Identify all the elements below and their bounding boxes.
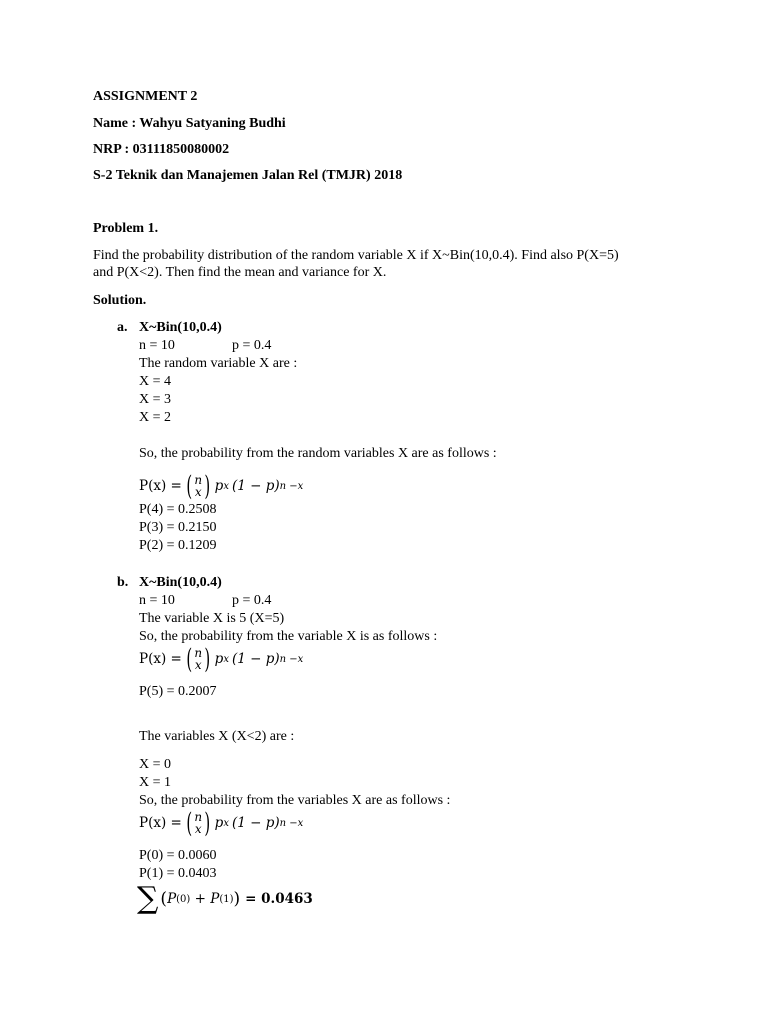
binomial-formula [139,643,303,675]
part-b-result: P(1) = 0.0403 [139,866,217,881]
formula-exp-x: x [223,480,229,492]
student-nrp: NRP : 03111850080002 [93,142,230,157]
part-a-value: X = 2 [139,410,172,425]
part-a-result: P(3) = 0.2150 [139,520,217,535]
part-a-intro: The random variable X are : [139,356,298,371]
part-b-result: P(0) = 0.0060 [139,848,217,863]
binom-top: n [194,473,203,487]
part-b-result-5: P(5) = 0.2007 [139,684,217,699]
binomial-formula [139,807,303,839]
part-a-result: P(4) = 0.2508 [139,502,217,517]
formula-exp-n-minus-x: n −x [279,480,304,492]
part-a-marker: a. [117,320,128,335]
formula-exp-x: x [223,817,229,829]
assignment-title: ASSIGNMENT 2 [93,89,198,104]
formula-exp-x: x [223,653,229,665]
sum-close-paren: ) [233,888,241,909]
formula-one-minus-p: (1 − p) [231,650,280,667]
sigma-icon: ∑ [137,881,159,916]
binom-bottom: x [194,485,202,499]
formula-p: p [214,650,224,667]
problem-text-line2: and P(X<2). Then find the mean and variance for X. [93,265,387,280]
binom-bottom: x [194,822,202,836]
sum-formula [137,883,313,915]
part-b-so-line2: So, the probability from the variables X are as follows : [139,793,451,808]
part-b-marker: b. [117,575,129,590]
part-b-n: n = 10 [139,593,175,608]
program-line: S-2 Teknik dan Manajemen Jalan Rel (TMJR) 2018 [93,168,403,183]
sum-p0: P [167,890,177,907]
binomial-formula [139,470,303,502]
part-a-n: n = 10 [139,338,175,353]
student-name: Name : Wahyu Satyaning Budhi [93,116,286,131]
binomial-coefficient: ( n x ) [186,643,211,675]
part-a-so-line: So, the probability from the random variables X are as follows : [139,446,497,461]
sum-plus: + [190,890,211,907]
sum-open-paren: ( [160,888,168,909]
binomial-coefficient: ( n x ) [186,807,211,839]
part-b-value: X = 1 [139,775,172,790]
formula-lhs: P(x) = [139,814,182,831]
formula-p: p [214,814,224,831]
formula-p: p [214,477,224,494]
binom-bottom: x [194,658,202,672]
part-a-value: X = 3 [139,392,172,407]
binom-top: n [194,810,203,824]
solution-heading: Solution. [93,293,147,308]
part-a-title: X~Bin(10,0.4) [139,320,222,335]
formula-lhs: P(x) = [139,650,182,667]
problem-heading: Problem 1. [93,221,159,236]
binomial-coefficient: ( n x ) [186,470,211,502]
problem-text-line1: Find the probability distribution of the random variable X if X~Bin(10,0.4). Find also P(X=5) [93,248,619,263]
part-b-p: p = 0.4 [232,593,272,608]
part-a-p: p = 0.4 [232,338,272,353]
sum-sub0: (0) [176,893,191,905]
binom-top: n [194,646,203,660]
sum-sub1: (1) [219,893,234,905]
part-b-so-line1: So, the probability from the variable X is as follows : [139,629,438,644]
part-a-result: P(2) = 0.1209 [139,538,217,553]
part-b-variable-line: The variable X is 5 (X=5) [139,611,285,626]
part-a-value: X = 4 [139,374,172,389]
formula-lhs: P(x) = [139,477,182,494]
formula-exp-n-minus-x: n −x [279,817,304,829]
formula-one-minus-p: (1 − p) [231,477,280,494]
part-b-title: X~Bin(10,0.4) [139,575,222,590]
part-b-value: X = 0 [139,757,172,772]
formula-exp-n-minus-x: n −x [279,653,304,665]
part-b-variables-line: The variables X (X<2) are : [139,729,295,744]
sum-p1: P [210,890,220,907]
formula-one-minus-p: (1 − p) [231,814,280,831]
sum-value: = 0.0463 [245,890,313,907]
